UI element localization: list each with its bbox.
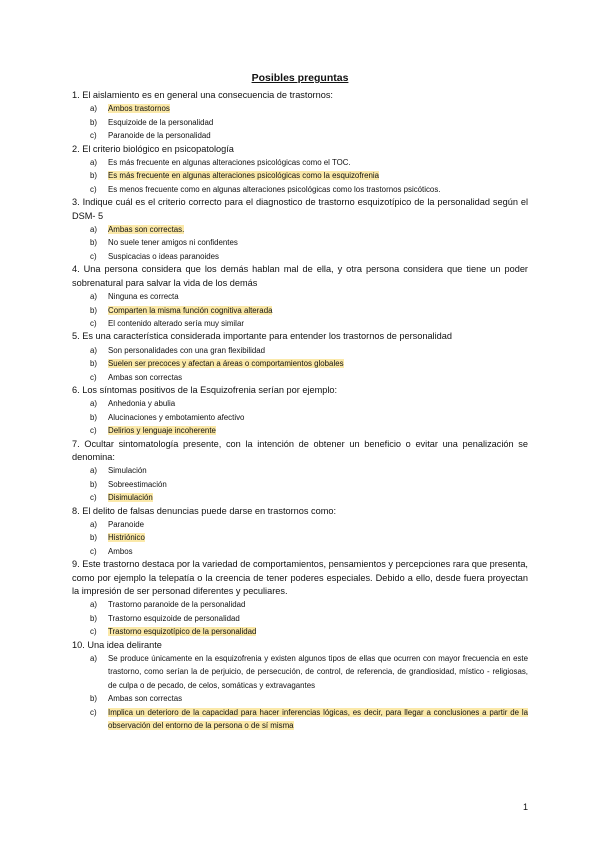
question-text: 6. Los síntomas positivos de la Esquizofrenia serían por ejemplo: — [72, 384, 338, 395]
option-letter: b) — [90, 694, 98, 704]
highlighted-answer: Ambos trastornos — [108, 104, 170, 114]
question-block — [72, 143, 528, 197]
answer-option — [90, 424, 528, 437]
option-text-wrapper — [108, 652, 528, 692]
answer-option — [90, 344, 528, 357]
option-text: Simulación — [108, 466, 147, 476]
option-text-wrapper — [108, 464, 528, 477]
option-text: Esquizoide de la personalidad — [108, 117, 214, 127]
page-title: Posibles preguntas — [251, 72, 349, 84]
option-text: Ninguna es correcta — [108, 292, 179, 302]
option-letter: a) — [90, 600, 98, 610]
option-text-wrapper — [108, 183, 528, 196]
option-letter: c) — [90, 372, 97, 382]
highlighted-answer: Disimulación — [108, 493, 153, 503]
question-block — [72, 263, 528, 330]
option-letter: a) — [90, 225, 98, 235]
option-letter: b) — [90, 359, 98, 369]
answer-option — [90, 478, 528, 491]
option-letter: b) — [90, 238, 98, 248]
option-text-wrapper — [108, 531, 528, 544]
option-text: Paranoide — [108, 520, 144, 529]
option-text: El contenido alterado sería muy similar — [108, 318, 244, 328]
highlighted-answer: Trastorno esquizotípico de la personalidad — [108, 627, 257, 637]
option-letter: c) — [90, 318, 97, 328]
answer-option — [90, 223, 528, 236]
highlighted-answer: Es más frecuente en algunas alteraciones psicológicas como la esquizofrenia — [108, 171, 380, 181]
option-letter: a) — [90, 520, 98, 529]
answer-option — [90, 317, 528, 330]
option-letter: c) — [90, 184, 97, 194]
question-block — [72, 196, 528, 263]
document-page — [72, 72, 528, 733]
answer-option — [90, 290, 528, 303]
answer-option — [90, 304, 528, 317]
option-text-wrapper — [108, 156, 528, 169]
option-letter: c) — [90, 627, 97, 637]
option-letter: a) — [90, 399, 98, 409]
option-letter: a) — [90, 292, 98, 302]
option-text: Suspicacias o ideas paranoides — [108, 251, 219, 261]
highlighted-answer: Implica un deterioro de la capacidad para hacer inferencias lógicas, es decir, para llegar a conclusiones a partir de la observación del entorno de la persona o de sí misma — [108, 707, 528, 731]
option-text: Alucinaciones y embotamiento afectivo — [108, 412, 245, 422]
option-letter: b) — [90, 171, 98, 181]
answer-option — [90, 545, 528, 558]
option-list — [90, 397, 528, 437]
option-letter: b) — [90, 533, 98, 543]
option-list — [90, 464, 528, 504]
option-text-wrapper — [108, 290, 528, 303]
answer-option — [90, 625, 528, 638]
option-text-wrapper — [108, 223, 528, 236]
answer-option — [90, 652, 528, 692]
option-text: Anhedonia y abulia — [108, 399, 176, 409]
question-text: 2. El criterio biológico en psicopatología — [72, 143, 234, 154]
answer-option — [90, 531, 528, 544]
option-text: Ambas son correctas — [108, 372, 183, 382]
answer-option — [90, 371, 528, 384]
option-text-wrapper — [108, 478, 528, 491]
option-text-wrapper — [108, 598, 528, 611]
answer-option — [90, 183, 528, 196]
option-list — [90, 598, 528, 638]
answer-option — [90, 612, 528, 625]
option-text-wrapper — [108, 692, 528, 705]
option-list — [90, 223, 528, 263]
option-text-wrapper — [108, 344, 528, 357]
answer-option — [90, 491, 528, 504]
option-list — [90, 102, 528, 142]
option-text-wrapper — [108, 357, 528, 370]
highlighted-answer: Ambas son correctas. — [108, 225, 185, 235]
option-letter: b) — [90, 305, 98, 315]
option-letter: b) — [90, 412, 98, 422]
highlighted-answer: Delirios y lenguaje incoherente — [108, 426, 216, 436]
option-text: Paranoide de la personalidad — [108, 131, 211, 141]
option-letter: a) — [90, 345, 98, 355]
answer-option — [90, 116, 528, 129]
answer-option — [90, 706, 528, 733]
question-text: 5. Es una característica considerada importante para entender los trastornos de personalidad — [72, 331, 452, 342]
option-letter: c) — [90, 546, 97, 556]
answer-option — [90, 518, 528, 531]
question-text: 10. Una idea delirante — [72, 639, 162, 650]
option-text: Es menos frecuente como en algunas alteraciones psicológicas como los trastornos psicóticos. — [108, 184, 441, 194]
option-letter: a) — [90, 104, 98, 114]
option-text-wrapper — [108, 169, 528, 182]
option-letter: a) — [90, 466, 98, 476]
option-text-wrapper — [108, 706, 528, 733]
question-block — [72, 639, 528, 733]
option-text: Son personalidades con una gran flexibilidad — [108, 345, 266, 355]
question-block — [72, 89, 528, 143]
option-list — [90, 290, 528, 330]
answer-option — [90, 411, 528, 424]
option-letter: c) — [90, 707, 97, 717]
option-text-wrapper — [108, 317, 528, 330]
option-text: Sobreestimación — [108, 479, 167, 489]
option-text-wrapper — [108, 371, 528, 384]
option-text: Trastorno esquizoide de personalidad — [108, 613, 240, 623]
option-text-wrapper — [108, 304, 528, 317]
option-letter: b) — [90, 117, 98, 127]
option-letter: b) — [90, 613, 98, 623]
option-text-wrapper — [108, 102, 528, 115]
option-text-wrapper — [108, 612, 528, 625]
answer-option — [90, 598, 528, 611]
answer-option — [90, 236, 528, 249]
option-letter: a) — [90, 158, 98, 168]
question-text: 4. Una persona considera que los demás hablan mal de ella, y otra persona considera que tiene un poder sobrenatural para salvar la vida de los demás — [72, 264, 528, 288]
answer-option — [90, 169, 528, 182]
highlighted-answer: Comparten la misma función cognitiva alterada — [108, 305, 273, 315]
option-text: Se produce únicamente en la esquizofrenia y existen algunos tipos de ellas que ocurren con mayor frecuencia en este trastorno, como serían la de perjuicio, de persecución, de control, de referencia, de grandiosidad, místico - religiosas, de culpa o de pecado, de celos, somáticas y extravagantes — [108, 654, 528, 690]
option-text-wrapper — [108, 491, 528, 504]
option-list — [90, 156, 528, 196]
question-text: 9. Este trastorno destaca por la variedad de comportamientos, pensamientos y percepciones rara que presenta, como por ejemplo la telepatía o la creencia de tener poderes especiales. Debido a ello, desde fuera proyectan la impresión de ser personad diferentes y peculiares. — [72, 559, 528, 597]
question-text: 1. El aislamiento es en general una consecuencia de trastornos: — [72, 90, 333, 100]
option-text-wrapper — [108, 424, 528, 437]
option-text: No suele tener amigos ni confidentes — [108, 238, 238, 248]
option-text-wrapper — [108, 116, 528, 129]
question-block — [72, 558, 528, 638]
page-number: 1 — [522, 802, 528, 812]
option-letter: a) — [90, 654, 98, 664]
option-text-wrapper — [108, 625, 528, 638]
answer-option — [90, 464, 528, 477]
highlighted-answer: Histriónico — [108, 533, 145, 543]
option-text-wrapper — [108, 236, 528, 249]
option-list — [90, 652, 528, 732]
answer-option — [90, 250, 528, 263]
question-block — [72, 438, 528, 505]
option-text-wrapper — [108, 250, 528, 263]
question-text: 7. Ocultar sintomatología presente, con la intención de obtener un beneficio o evitar una penalización se denomina: — [72, 438, 528, 462]
option-letter: c) — [90, 251, 97, 261]
option-text-wrapper — [108, 411, 528, 424]
question-block — [72, 505, 528, 559]
option-text-wrapper — [108, 518, 528, 531]
option-list — [90, 518, 528, 558]
answer-option — [90, 692, 528, 705]
option-letter: b) — [90, 479, 98, 489]
question-block — [72, 384, 528, 438]
option-text-wrapper — [108, 397, 528, 410]
answer-option — [90, 129, 528, 142]
option-text: Ambos — [108, 546, 133, 556]
question-list — [72, 89, 528, 733]
question-text: 3. Indique cuál es el criterio correcto para el diagnostico de trastorno esquizotípico de la personalidad según el DSM- 5 — [72, 197, 528, 221]
question-block — [72, 330, 528, 384]
option-letter: c) — [90, 131, 97, 141]
option-text-wrapper — [108, 545, 528, 558]
answer-option — [90, 357, 528, 370]
option-text: Ambas son correctas — [108, 694, 183, 704]
highlighted-answer: Suelen ser precoces y afectan a áreas o comportamientos globales — [108, 359, 344, 369]
option-text-wrapper — [108, 129, 528, 142]
option-letter: c) — [90, 426, 97, 436]
answer-option — [90, 156, 528, 169]
answer-option — [90, 102, 528, 115]
question-text: 8. El delito de falsas denuncias puede darse en trastornos como: — [72, 505, 337, 516]
option-letter: c) — [90, 493, 97, 503]
option-text: Trastorno paranoide de la personalidad — [108, 600, 246, 610]
option-list — [90, 344, 528, 384]
answer-option — [90, 397, 528, 410]
option-text: Es más frecuente en algunas alteraciones psicológicas como el TOC. — [108, 158, 351, 168]
